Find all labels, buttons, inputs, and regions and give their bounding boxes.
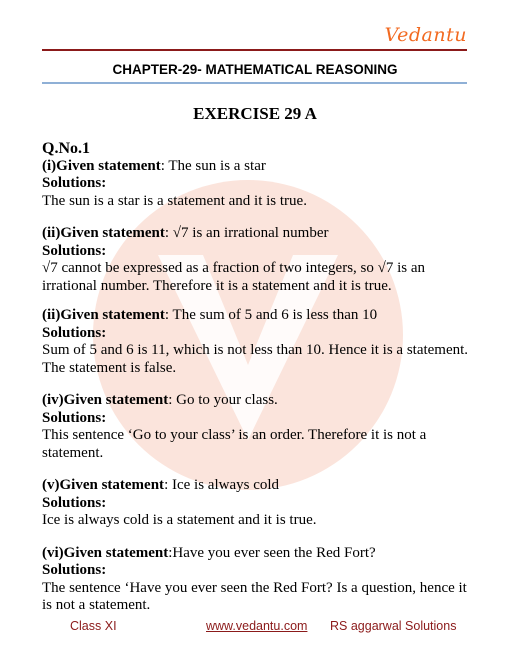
- question-item: [42, 225, 470, 295]
- solutions-label: Solutions:: [42, 562, 107, 578]
- statement-label: (ii)Given statement: [42, 225, 165, 241]
- vedantu-logo: Vedantu: [384, 24, 467, 46]
- statement-label: (iv)Given statement: [42, 392, 169, 408]
- solution-text: Ice is always cold is a statement and it is true.: [42, 512, 317, 528]
- solution-text: Sum of 5 and 6 is 11, which is not less than 10. Hence it is a statement. The statement is false.: [42, 342, 469, 376]
- footer-website-link[interactable]: www.vedantu.com: [206, 619, 308, 633]
- solutions-label: Solutions:: [42, 494, 107, 511]
- statement-text: : Go to your class.: [168, 392, 278, 408]
- question-item: [42, 545, 470, 615]
- exercise-title: EXERCISE 29 A: [193, 104, 317, 123]
- statement-label: (ii)Given statement: [42, 307, 165, 323]
- statement-text: : Ice is always cold: [164, 477, 280, 493]
- statement-text: : √7 is an irrational number: [164, 225, 329, 241]
- question-number: Q.No.1: [42, 140, 90, 157]
- solutions-label: Solutions:: [42, 409, 107, 426]
- solution-text: √7 cannot be expressed as a fraction of two integers, so √7 is an irrational number. Therefore it is a statement and it is true.: [42, 260, 426, 294]
- statement-text: : The sum of 5 and 6 is less than 10: [164, 307, 378, 323]
- question-item: [42, 158, 470, 211]
- solutions-label: Solutions:: [42, 175, 107, 191]
- footer-class: Class XI: [70, 619, 117, 633]
- question-item: [42, 392, 470, 462]
- statement-label: (vi)Given statement: [42, 544, 169, 561]
- question-item: [42, 307, 470, 377]
- solution-text: The sun is a star is a statement and it is true.: [42, 192, 307, 209]
- solution-text: This sentence ‘Go to your class’ is an order. Therefore it is not a statement.: [42, 427, 427, 461]
- question-item: [42, 477, 470, 530]
- solutions-label: Solutions:: [42, 242, 107, 259]
- solution-text: The sentence ‘Have you ever seen the Red Fort? Is a question, hence it is not a statement.: [42, 579, 467, 613]
- chapter-title: CHAPTER-29- MATHEMATICAL REASONING: [112, 62, 398, 77]
- header-divider: [42, 49, 467, 51]
- statement-label: (i)Given statement: [42, 157, 161, 174]
- content-body: [42, 140, 470, 615]
- statement-text: :Have you ever seen the Red Fort?: [168, 544, 376, 561]
- statement-label: (v)Given statement: [42, 477, 165, 493]
- solutions-label: Solutions:: [42, 324, 107, 341]
- title-divider: [42, 82, 467, 84]
- footer-book-title: RS aggarwal Solutions: [330, 619, 457, 633]
- statement-text: : The sun is a star: [160, 157, 266, 174]
